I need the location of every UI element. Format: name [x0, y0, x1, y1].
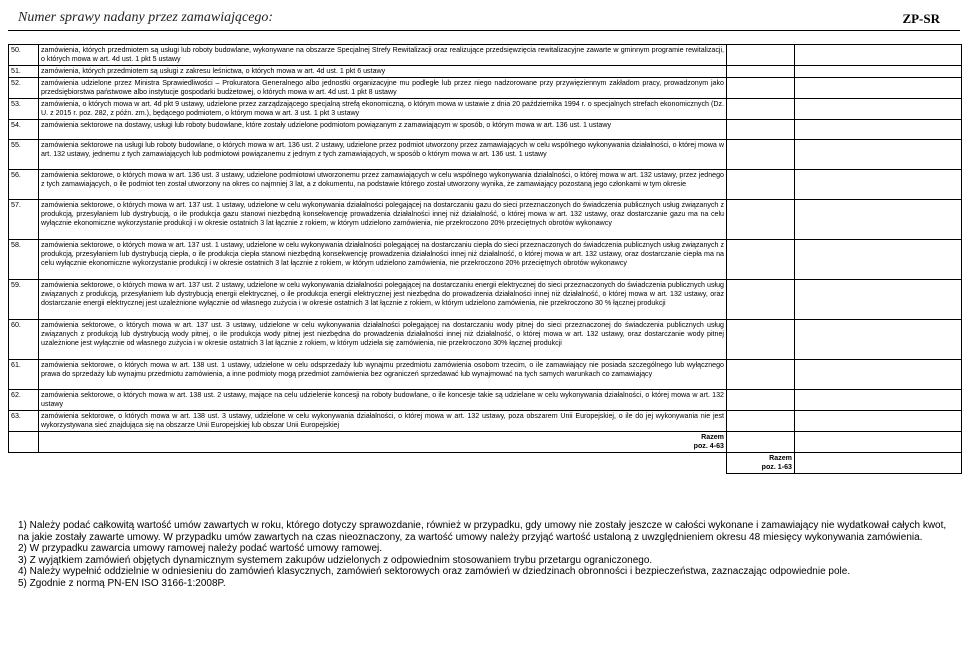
total-row-4-63 — [9, 432, 962, 453]
footnotes — [18, 520, 948, 590]
row-number: 53. — [9, 99, 39, 120]
table-row — [9, 280, 962, 320]
value-cell[interactable] — [795, 320, 962, 360]
value-cell[interactable] — [795, 240, 962, 280]
table-row — [9, 240, 962, 280]
footnote-5: 5) Zgodnie z normą PN-EN ISO 3166-1:2008P. — [18, 577, 226, 589]
row-description: zamówienia udzielone przez Ministra Sprawiedliwości – Prokuratora Generalnego albo jednostki organizacyjne mu podległe lub przez niego nadzorowane przy przywięziennym zakładom pracy, prowadzonym jako przedsiębiorstwa państwowe albo instytucje gospodarki budżetowej, o których mowa w art. 4d ust. 1 pkt 8 ustawy — [39, 78, 727, 99]
table-row — [9, 360, 962, 390]
header-rule — [8, 30, 960, 31]
case-number-label: Numer sprawy nadany przez zamawiającego: — [18, 10, 274, 25]
row-number: 63. — [9, 411, 39, 432]
row-number: 59. — [9, 280, 39, 320]
row-number: 54. — [9, 120, 39, 140]
row-description: zamówienia sektorowe, o których mowa w art. 138 ust. 3 ustawy, udzielone w celu wykonywania działalności, o której mowa w art. 132 ustawy, poza obszarem Unii Europejskiej, o ile do jej wykonywania nie jest wykorzystywana sieć znajdująca się na obszarze Unii Europejskiej lub obszar Unii Europejskiej — [39, 411, 727, 432]
value-cell[interactable] — [727, 240, 795, 280]
table-row — [9, 45, 962, 66]
form-code: ZP-SR — [902, 11, 940, 26]
total-label-line: poz. 4-63 — [693, 442, 724, 450]
value-cell[interactable] — [727, 170, 795, 200]
empty-cell — [9, 432, 39, 453]
row-description: zamówienia sektorowe, o których mowa w art. 138 ust. 2 ustawy, mające na celu udzielenie koncesji na roboty budowlane, o ile koncesje takie są udzielane w celu wykonywania działalności, o której mowa w art. 132 ustawy — [39, 390, 727, 411]
table-row — [9, 140, 962, 170]
total-label-line: Razem — [701, 433, 724, 441]
value-cell[interactable] — [727, 360, 795, 390]
value-cell[interactable] — [727, 411, 795, 432]
table-row — [9, 320, 962, 360]
value-cell[interactable] — [795, 120, 962, 140]
value-cell[interactable] — [795, 78, 962, 99]
total-value-cell[interactable] — [795, 453, 962, 474]
table-row — [9, 390, 962, 411]
footnote-1: 1) Należy podać całkowitą wartość umów zawartych w roku, którego dotyczy sprawozdanie, również w przypadku, gdy umowy nie zostały jeszcze w całości wykonane i zamawiający nie wydatkował całych kwot, na jakie zostały zawarte umowy. W przypadku umów zawartych na czas nieoznaczony, za wartość umowy należy przyjąć wartość ustaloną z uwzględnieniem okresu 48 miesięcy wykonywania zamówienia. — [18, 520, 947, 543]
total-label-line: poz. 1-63 — [761, 463, 792, 471]
row-number: 50. — [9, 45, 39, 66]
row-description: zamówienia sektorowe, o których mowa w art. 137 ust. 1 ustawy, udzielone w celu wykonywania działalności polegającej na dostarczaniu ciepła do sieci przeznaczonych do świadczenia publicznych usług związanych z produkcją, przesyłaniem lub dystrybucją ciepła, o ile produkcja ciepła stanowi niezbędną konsekwencję prowadzenia działalności innej niż działalność, o której mowa w art. 132 ustawy, oraz dostarczanie ciepła ma na celu wyłącznie ekonomiczne wykorzystanie produkcji i w okresie ostatnich 3 lat łącznie z rokiem, w którym udzielono zamówienia, nie przekroczono 20% przeciętnych obrotów wykonawcy — [39, 240, 727, 280]
table-row — [9, 78, 962, 99]
value-cell[interactable] — [727, 200, 795, 240]
value-cell[interactable] — [727, 120, 795, 140]
table-row — [9, 170, 962, 200]
row-number: 62. — [9, 390, 39, 411]
value-cell[interactable] — [795, 390, 962, 411]
value-cell[interactable] — [795, 45, 962, 66]
row-description: zamówienia sektorowe, o których mowa w art. 137 ust. 2 ustawy, udzielone w celu wykonywania działalności polegającej na dostarczaniu energii elektrycznej do sieci przeznaczonych do świadczenia publicznych usług związanych z produkcją, przesyłaniem lub dystrybucją energii elektrycznej, o ile produkcja energii elektrycznej jest niezbędna do prowadzenia działalności innej niż działalność, o której mowa w art. 132 ustawy, oraz dostarczanie energii elektrycznej jest uzależnione wyłącznie od własnego zużycia i w okresie ostatnich 3 lat łącznie z rokiem, w którym udzielono zamówienia, nie przekroczono 30 % łącznej produkcji — [39, 280, 727, 320]
table-row — [9, 200, 962, 240]
total-label-line: Razem — [769, 454, 792, 462]
value-cell[interactable] — [795, 99, 962, 120]
row-number: 61. — [9, 360, 39, 390]
total-value-cell[interactable] — [795, 432, 962, 453]
empty-cell — [9, 453, 39, 474]
value-cell[interactable] — [727, 99, 795, 120]
value-cell[interactable] — [727, 78, 795, 99]
empty-cell — [39, 453, 727, 474]
total-label-4-63 — [39, 432, 727, 453]
row-description: zamówienia sektorowe, o których mowa w art. 136 ust. 3 ustawy, udzielone podmiotowi utworzonemu przez zamawiających w celu wspólnego wykonywania działalności, o której mowa w art. 132 ustawy, przez jednego z tych zamawiających, o ile podmiot ten został utworzony na okres co najmniej 3 lat, a z dokumentu, na podstawie którego został utworzony wynika, że zamawiający pozostaną jego członkami w tym okresie — [39, 170, 727, 200]
value-cell[interactable] — [795, 66, 962, 78]
row-number: 56. — [9, 170, 39, 200]
row-number: 51. — [9, 66, 39, 78]
table-row — [9, 120, 962, 140]
row-description: zamówienia sektorowe na dostawy, usługi lub roboty budowlane, które zostały udzielone podmiotom powiązanym z zamawiającym w sposób, o którym mowa w art. 136 ust. 1 ustawy — [39, 120, 727, 140]
value-cell[interactable] — [727, 280, 795, 320]
footnote-2: 2) W przypadku zawarcia umowy ramowej należy podać wartość umowy ramowej. — [18, 543, 383, 555]
row-description: zamówienia sektorowe na usługi lub roboty budowlane, o których mowa w art. 136 ust. 2 ustawy, udzielone przez podmiot utworzony przez zamawiających w celu wspólnego wykonywania działalności, o której mowa w art. 132 ustawy, jednemu z tych zamawiających lub podmiotowi powiązanemu z jednym z tych zamawiających, w sposób o którym mowa w art. 136 ust. 1 ustawy — [39, 140, 727, 170]
value-cell[interactable] — [727, 320, 795, 360]
total-value-cell[interactable] — [727, 432, 795, 453]
value-cell[interactable] — [727, 390, 795, 411]
row-description: zamówienia sektorowe, o których mowa w art. 137 ust. 1 ustawy, udzielone w celu wykonywania działalności polegającej na dostarczaniu gazu do sieci przeznaczonych do świadczenia publicznych usług związanych z produkcją, przesyłaniem lub dystrybucją, o ile produkcja gazu stanowi niezbędną konsekwencję prowadzenia działalności innej niż działalność, o której mowa w art. 132 ustawy, oraz dostarczanie gazu ma na celu wyłącznie ekonomiczne wykorzystanie produkcji i w okresie ostatnich 3 lat łącznie z rokiem, w którym udzielono zamówienia, nie przekroczono 20% przeciętnych obrotów wykonawcy — [39, 200, 727, 240]
page-header — [0, 0, 970, 30]
value-cell[interactable] — [795, 140, 962, 170]
row-number: 60. — [9, 320, 39, 360]
procurement-table — [8, 44, 962, 474]
row-number: 55. — [9, 140, 39, 170]
table-row — [9, 411, 962, 432]
row-description: zamówienia, których przedmiotem są usługi lub roboty budowlane, wykonywane na obszarze Specjalnej Strefy Rewitalizacji oraz realizujące przedsięwzięcia rewitalizacyjne zawarte w gminnym programie rewitalizacji, o których mowa w art. 4d ust. 1 pkt 5 ustawy — [39, 45, 727, 66]
footnote-3: 3) Z wyjątkiem zamówień objętych dynamicznym systemem zakupów udzielonych z odpowiednim stosowaniem trybu przetargu ograniczonego. — [18, 554, 653, 566]
value-cell[interactable] — [727, 140, 795, 170]
table-row — [9, 99, 962, 120]
row-description: zamówienia sektorowe, o których mowa w art. 138 ust. 1 ustawy, udzielone w celu odsprzedaży lub wynajmu przedmiotu zamówienia osobom trzecim, o ile zamawiający nie posiada szczególnego lub wyłącznego prawa do sprzedaży lub wynajmu przedmiotu zamówienia, a inne podmioty mogą przedmiot zamówienia bez ograniczeń sprzedawać lub wynajmować na tych samych warunkach co zamawiający — [39, 360, 727, 390]
table-row — [9, 66, 962, 78]
value-cell[interactable] — [795, 360, 962, 390]
row-number: 58. — [9, 240, 39, 280]
row-description: zamówienia, których przedmiotem są usługi z zakresu leśnictwa, o których mowa w art. 4d ust. 1 pkt 6 ustawy — [39, 66, 727, 78]
row-description: zamówienia, o których mowa w art. 4d pkt 9 ustawy, udzielone przez zarządzającego specjalną strefą ekonomiczną, o którym mowa w ustawie z dnia 20 października 1994 r. o specjalnych strefach ekonomicznych (Dz. U. z 2015 r. poz. 282, z późn. zm.), będącego podmiotem, o którym mowa w art. 3 ust. 1 pkt 3 ustawy — [39, 99, 727, 120]
row-number: 57. — [9, 200, 39, 240]
value-cell[interactable] — [795, 200, 962, 240]
footnote-4: 4) Należy wypełnić oddzielnie w odniesieniu do zamówień klasycznych, zamówień sektorowych oraz zamówień w dziedzinach obronności i bezpieczeństwa, zaznaczając odpowiednie pole. — [18, 566, 851, 578]
value-cell[interactable] — [795, 411, 962, 432]
total-label-1-63 — [727, 453, 795, 474]
row-description: zamówienia sektorowe, o których mowa w art. 137 ust. 3 ustawy, udzielone w celu wykonywania działalności polegającej na dostarczaniu wody pitnej do sieci przeznaczonej do świadczenia publicznych usług związanych z produkcją lub dystrybucją wody pitnej, o ile produkcja wody pitnej jest niezbędna do prowadzenia działalności innej niż działalność, o której mowa w art. 132 ustawy, oraz dostarczanie wody pitnej uzależnione jest wyłącznie od własnego zużycia i w okresie ostatnich 3 lat łącznie z rokiem, w którym udzieła się zamówienia, nie przekroczono 30% łącznej produkcji — [39, 320, 727, 360]
value-cell[interactable] — [727, 66, 795, 78]
total-row-1-63 — [9, 453, 962, 474]
value-cell[interactable] — [795, 170, 962, 200]
value-cell[interactable] — [795, 280, 962, 320]
value-cell[interactable] — [727, 45, 795, 66]
row-number: 52. — [9, 78, 39, 99]
